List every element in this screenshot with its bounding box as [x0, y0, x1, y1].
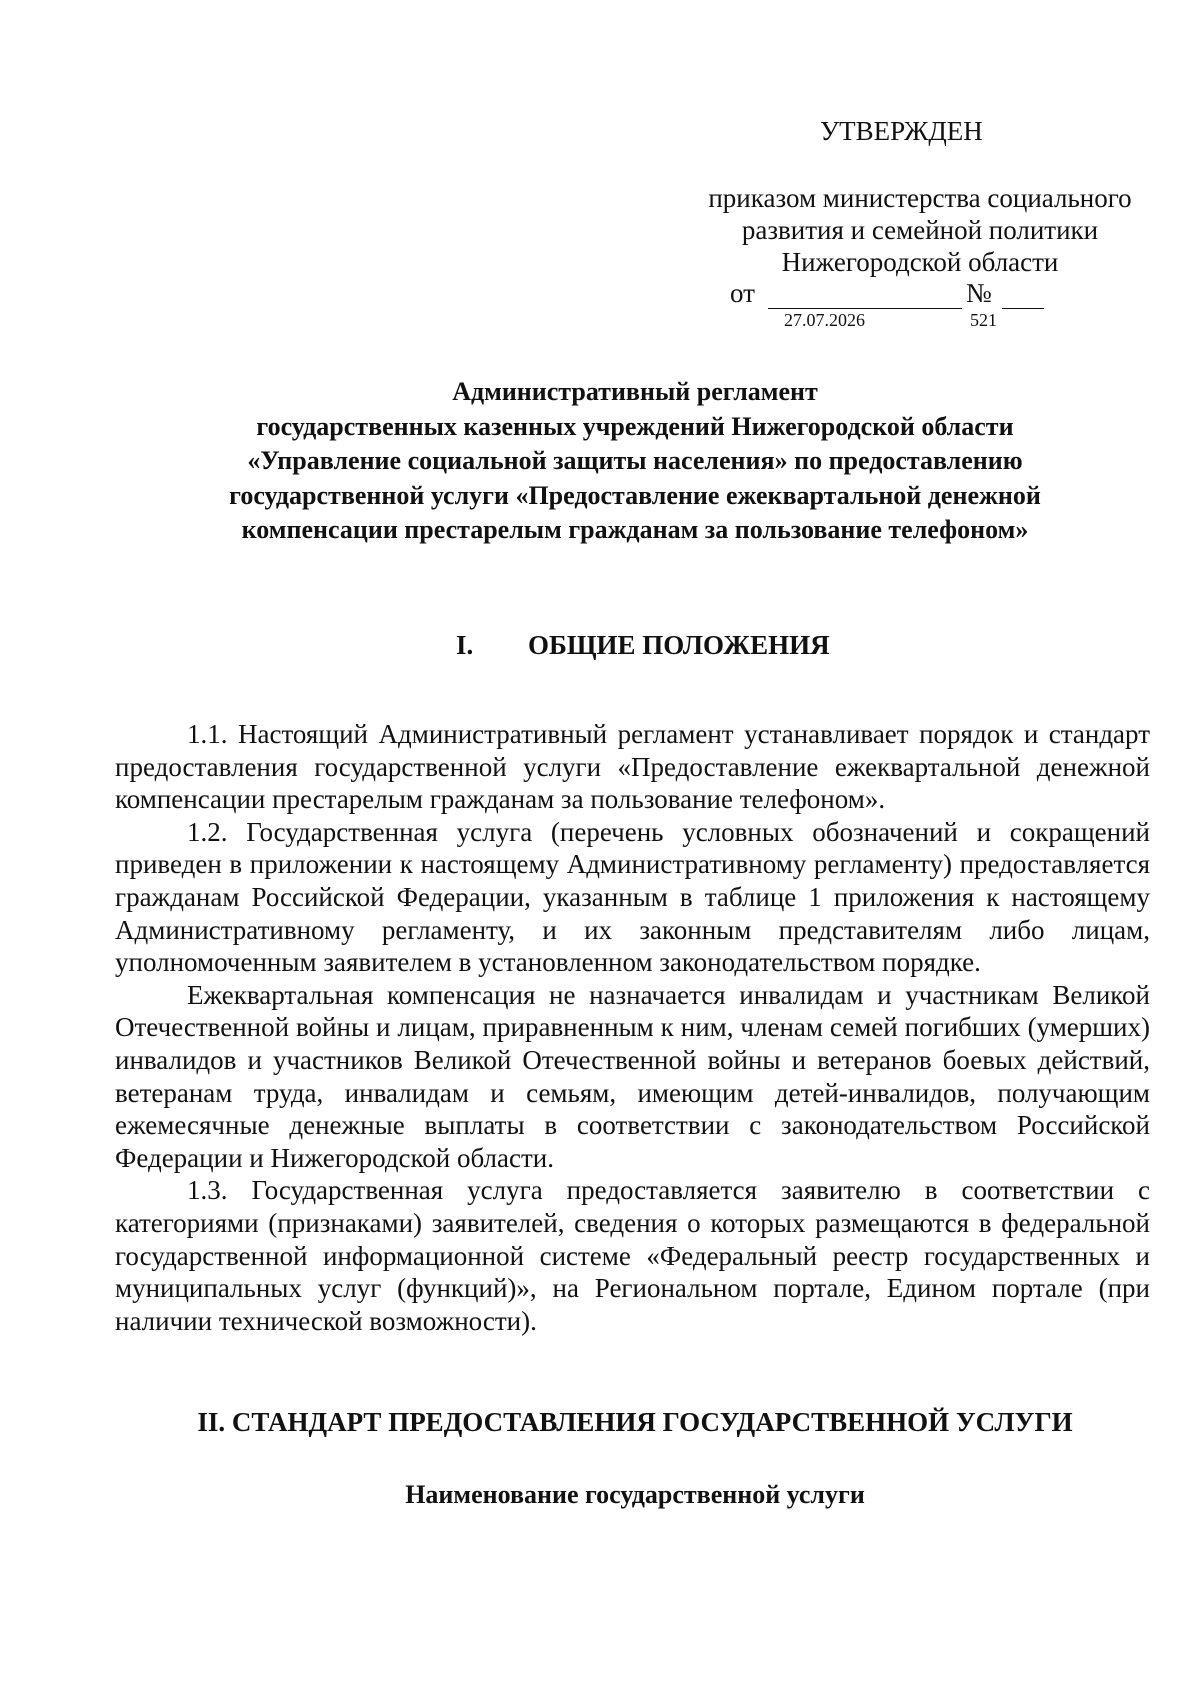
paragraph: 1.2. Государственная услуга (перечень условных обозначений и сокращений приведен в приложении к настоящему Административному регламенту) предоставляется гражданам Российской Федерации, указанным в таблице 1 приложения к настоящему Административному регламенту, и их законным представителям либо лицам, уполномоченным заявителем в установленном законодательством порядке. [115, 816, 1150, 978]
approval-order-line: приказом министерства социального [708, 183, 1132, 213]
approval-order-text [690, 182, 1150, 278]
section-1-number: I. [456, 630, 474, 660]
title-line: государственной услуги «Предоставление ежеквартальной денежной [229, 480, 1041, 510]
approval-order-line: Нижегородской области [781, 247, 1059, 277]
paragraph: 1.1. Настоящий Административный регламент устанавливает порядок и стандарт предоставления государственной услуги «Предоставление ежеквартальной денежной компенсации престарелым гражданам за пользование телефоном». [115, 719, 1150, 815]
paragraph: Ежеквартальная компенсация не назначается инвалидам и участникам Великой Отечественной войны и лицам, приравненным к ним, членам семей погибших (умерших) инвалидов и участников Великой Отечественной войны и ветеранов боевых действий, ветеранам труда, инвалидам и семьям, имеющим детей-инвалидов, получающим ежемесячные денежные выплаты в соответствии с законодательством Российской Федерации и Нижегородской области. [115, 979, 1150, 1173]
order-number: 521 [970, 310, 997, 330]
subheading: Наименование государственной услуги [405, 1480, 865, 1509]
document-title [120, 375, 1150, 548]
order-date: 27.07.2026 [784, 310, 865, 330]
number-sign: № [966, 278, 992, 308]
approval-stamp-heading: УТВЕРЖДЕН [820, 116, 983, 146]
number-underline [1002, 308, 1044, 309]
order-date-number-row [730, 278, 1150, 334]
section-1-title: ОБЩИЕ ПОЛОЖЕНИЯ [528, 630, 830, 660]
date-underline [768, 308, 962, 309]
section-2-heading: II. СТАНДАРТ ПРЕДОСТАВЛЕНИЯ ГОСУДАРСТВЕННОЙ УСЛУГИ [197, 1407, 1073, 1437]
section-1-body [115, 718, 1150, 1337]
title-line: «Управление социальной защиты населения» по предоставлению [247, 446, 1023, 475]
title-line: Административный регламент [452, 377, 818, 406]
paragraph: 1.3. Государственная услуга предоставляется заявителю в соответствии с категориями (признаками) заявителей, сведения о которых размещаются в федеральной государственной информационной системе «Федеральный реестр государственных и муниципальных услуг (функций)», на Региональном портале, Едином портале (при наличии технической возможности). [115, 1175, 1150, 1336]
title-line: государственных казенных учреждений Нижегородской области [256, 411, 1014, 441]
from-label: от [730, 278, 755, 308]
title-line: компенсации престарелым гражданам за пользование телефоном» [241, 515, 1029, 544]
approval-order-line: развития и семейной политики [741, 215, 1099, 245]
